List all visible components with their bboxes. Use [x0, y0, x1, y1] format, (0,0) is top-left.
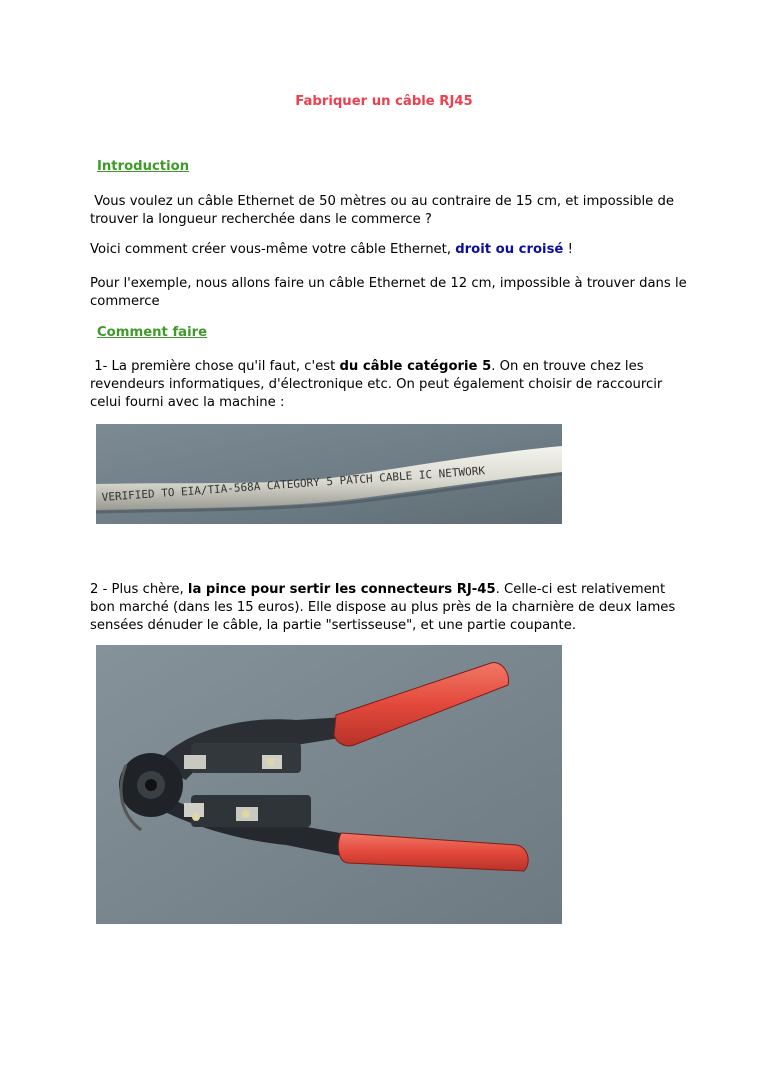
intro-p2-text-before: Voici comment créer vous-même votre câble Ethernet, — [90, 242, 456, 257]
cable-print-text: VERIFIED TO EIA/TIA-568A CATEGORY 5 PATCH CABLE IC NETWORK — [101, 464, 486, 504]
intro-paragraph-2 — [90, 241, 690, 259]
section-heading-comment-faire: Comment faire — [97, 325, 208, 340]
step-1-text-after: . On en trouve chez les revendeurs informatiques, d'électronique etc. On peut également choisir de raccourcir celui fourni avec la machine : — [90, 359, 663, 410]
droit-ou-croise-highlight: droit ou croisé — [455, 242, 564, 257]
cable-photo — [96, 424, 562, 524]
intro-paragraph-1 — [90, 193, 690, 229]
page-title: Fabriquer un câble RJ45 — [295, 94, 473, 109]
intro-paragraph-3: Pour l'exemple, nous allons faire un câble Ethernet de 12 cm, impossible à trouver dans le commerce — [90, 276, 687, 309]
step-2-text-after: . Celle-ci est relativement bon marché (dans les 15 euros). Elle dispose au plus près de la charnière de deux lames sensées dénuder le câble, la partie "sertisseuse", et une partie coupante. — [90, 582, 676, 633]
step-1-paragraph — [90, 358, 690, 412]
step-1-bold: du câble catégorie 5 — [339, 359, 492, 374]
intro-paragraph-1-text: Vous voulez un câble Ethernet de 50 mètres ou au contraire de 15 cm, et impossible de trouver la longueur recherchée dans le commerce ? — [90, 194, 674, 227]
step-2-text-before: 2 - Plus chère, — [90, 582, 188, 597]
step-1-text-before: 1- La première chose qu'il faut, c'est — [94, 359, 340, 374]
crimping-tool-photo — [96, 645, 562, 924]
step-2-paragraph — [90, 581, 690, 635]
section-heading-introduction: Introduction — [97, 159, 190, 174]
intro-p2-text-after: ! — [563, 242, 573, 257]
step-2-bold: la pince pour sertir les connecteurs RJ-45 — [187, 582, 496, 597]
